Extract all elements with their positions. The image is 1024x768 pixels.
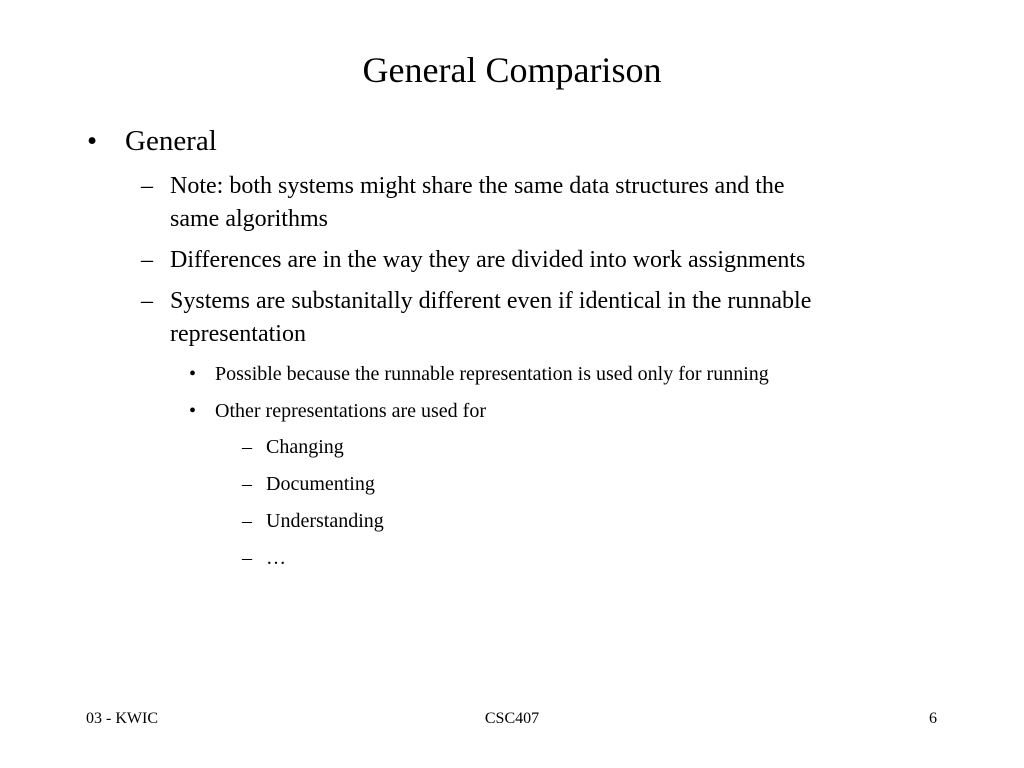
dash-marker: – — [141, 288, 153, 314]
footer-center: CSC407 — [484, 710, 540, 727]
bullet-general: General — [125, 125, 217, 157]
bullet-note-line2: same algorithms — [170, 206, 328, 232]
slide-title: General Comparison — [362, 50, 662, 90]
footer-left: 03 - KWIC — [86, 710, 158, 727]
dash-marker: – — [242, 473, 252, 495]
dash-marker: – — [242, 510, 252, 532]
dash-marker: – — [242, 436, 252, 458]
bullet-marker: • — [189, 363, 197, 385]
page-number: 6 — [929, 710, 937, 727]
bullet-ellipsis: … — [266, 547, 286, 569]
bullet-other: Other representations are used for — [215, 400, 486, 422]
bullet-changing: Changing — [266, 436, 344, 458]
bullet-note-line1: Note: both systems might share the same data structures and the — [170, 173, 785, 199]
bullet-differences: Differences are in the way they are divided into work assignments — [170, 247, 806, 273]
bullet-marker: • — [189, 400, 197, 422]
dash-marker: – — [141, 173, 153, 199]
dash-marker: – — [141, 247, 153, 273]
dash-marker: – — [242, 547, 252, 569]
bullet-systems-line1: Systems are substanitally different even if identical in the runnable — [170, 288, 812, 314]
bullet-understanding: Understanding — [266, 510, 384, 532]
bullet-marker: • — [87, 125, 98, 157]
bullet-possible: Possible because the runnable representation is used only for running — [215, 363, 769, 385]
bullet-systems-line2: representation — [170, 321, 306, 347]
bullet-documenting: Documenting — [266, 473, 375, 495]
